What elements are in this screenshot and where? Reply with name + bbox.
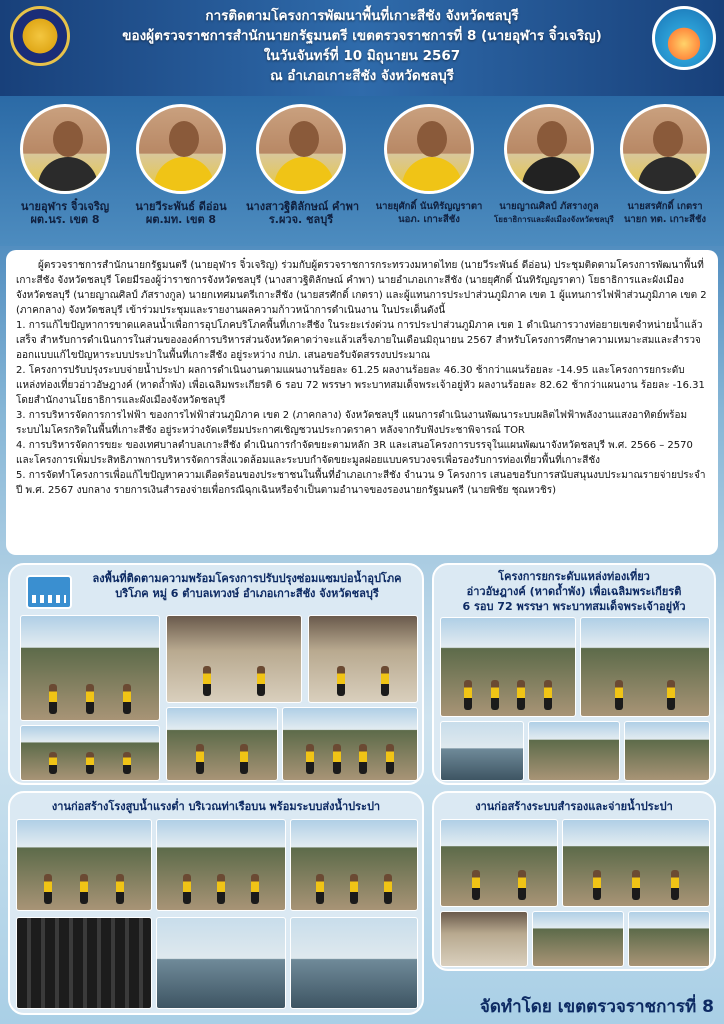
participant-name: นายอุฬาร จิ๋วเจริญ [20,200,110,213]
summary-item: 5. การจัดทำโครงการเพื่อแก้ไขปัญหาความเดือดร้อนของประชาชนในพื้นที่อำเภอเกาะสีชัง จำนวน 9 โครงการ เสนอขอรับการสนับสนุนงบประมาณรายจ่ายประจำปี พ.ศ. 2567 งบกลาง รายการเงินสำรองจ่ายเพื่อกรณีฉุกเฉินหรือจำเป็นตามอำนาจของรองนายกรัฐมนตรี (นายพิชัย ชุณหวชิร) [16,470,706,496]
header-banner [0,0,724,96]
participant-photo [504,104,594,194]
site-photo [290,819,418,911]
participant-role: โยธาธิการและผังเมืองจังหวัดชลบุรี [494,215,614,224]
panel-title: 6 รอบ 72 พรรษา พระบาทสมเด็จพระเจ้าอยู่หัว [462,600,686,613]
summary-text-box [6,250,718,555]
participant-role: ผต.มท. เขต 8 [145,213,217,226]
participant-photo [620,104,710,194]
participant-photo [384,104,474,194]
photo-panel-water-well [8,563,424,785]
participant [610,104,720,226]
panel-title: งานก่อสร้างโรงสูบน้ำแรงต่ำ บริเวณท่าเรือบน พร้อมระบบส่งน้ำประปา [51,800,381,813]
panel-title: โครงการยกระดับแหล่งท่องเที่ยว [498,570,650,583]
panel-title: อ่าวอัษฎางค์ (หาดถ้ำพัง) เพื่อเฉลิมพระเกียรติ [466,585,682,598]
participant-name: นางสาวฐิติลักษณ์ คำพา [246,200,359,213]
site-photo [440,721,524,781]
participant-name: นายวีระพันธ์ ดีอ่อน [135,200,227,213]
summary-item: 3. การบริหารจัดการการไฟฟ้า ของการไฟฟ้าส่วนภูมิภาค เขต 2 (ภาคกลาง) จังหวัดชลบุรี แผนการดำเนินงานพัฒนาระบบผลิตไฟฟ้าพลังงานแสงอาทิตย์พร้อมระบบไมโครกริดในพื้นที่เกาะสีชัง อยู่ระหว่างจัดเตรียมประกาศเชิญชวนประกวดราคา หลังจากรับฟังประชาพิจารณ์ TOR [16,410,688,436]
photo-panel-pump-station [8,791,424,1015]
site-photo [440,617,576,717]
site-photo [282,707,418,781]
summary-paragraph: ผู้ตรวจราชการสำนักนายกรัฐมนตรี (นายอุฬาร จิ๋วเจริญ) ร่วมกับผู้ตรวจราชการกระทรวงมหาดไทย (นายวีระพันธ์ ดีอ่อน) ประชุมติดตามโครงการพัฒนาพื้นที่เกาะสีชัง จังหวัดชลบุรี โดยมีรองผู้ว่าราชการจังหวัดชลบุรี (นางสาวฐิติลักษณ์ คำพา) นายอำเภอเกาะสีชัง (นายยุศักดิ์ นันทิรัญญราตา) โยธาธิการและผังเมืองจังหวัดชลบุรี (นายญาณศิลป์ ภัสรางกูล) นายกเทศมนตรีเกาะสีชัง (นายสรศักดิ์ เกตรา) และผู้แทนการประปาส่วนภูมิภาค เขต 1 ผู้แทนการไฟฟ้าส่วนภูมิภาค เขต 2 (ภาคกลาง) จังหวัดชลบุรี เข้าร่วมประชุมและรายงานผลความก้าวหน้าการดำเนินงาน ในประเด็นดังนี้ [16,260,707,316]
participant [246,104,359,226]
page-title [80,6,644,86]
participants-band [0,96,724,246]
site-photo [440,819,558,907]
site-photo [16,917,152,1009]
participant-photo [20,104,110,194]
footer-credit: จัดทำโดย เขตตรวจราชการที่ 8 [479,997,714,1017]
government-seal-logo [10,6,70,66]
site-photo [562,819,710,907]
summary-item: 2. โครงการปรับปรุงระบบจ่ายน้ำประปา ผลการดำเนินงานตามแผนงานร้อยละ 61.25 ผลงานร้อยละ 46.30 ช้ากว่าแผนร้อยละ -14.95 และโครงการยกระดับแหล่งท่องเที่ยวอ่าวอัษฎางค์ (หาดถ้ำพัง) เพื่อเฉลิมพระเกียรติ 6 รอบ 72 พรรษา พระบาทสมเด็จพระเจ้าอยู่หัว ผลงานร้อยละ 82.62 ช้ากว่าแผนงาน ร้อยละ -16.31 โดยสำนักงานโยธาธิการและผังเมืองจังหวัดชลบุรี [16,365,705,406]
site-photo [440,911,528,967]
panel-title: ลงพื้นที่ติดตามความพร้อมโครงการปรับปรุงซ่อมแซมบ่อน้ำอุปโภค [92,572,402,585]
site-photo [166,615,302,703]
site-photo [16,819,152,911]
title-line: ของผู้ตรวจราชการสำนักนายกรัฐมนตรี เขตตรวจราชการที่ 8 (นายอุฬาร จิ๋วเจริญ) [122,28,602,44]
panel-title: งานก่อสร้างระบบสำรองและจ่ายน้ำประปา [475,800,673,813]
site-photo [20,725,160,781]
site-photo [20,615,160,721]
site-photo [528,721,620,781]
water-tank-icon [26,575,72,609]
photo-panel-tourism-upgrade [432,563,716,785]
site-photo [156,917,286,1009]
participant-photo [256,104,346,194]
participant-role: ผต.นร. เขต 8 [30,213,100,226]
title-line: ณ อำเภอเกาะสีชัง จังหวัดชลบุรี [270,68,454,84]
site-photo [290,917,418,1009]
participant-name: นายญาณศิลป์ ภัสรางกูล [499,201,599,212]
site-photo [166,707,278,781]
panel-title: บริโภค หมู่ 6 ตำบลเทวงษ์ อำเภอเกาะสีชัง จังหวัดชลบุรี [115,587,379,600]
participant-name: นายสรศักดิ์ เกตรา [627,201,703,212]
participant-role: นอภ. เกาะสีชัง [398,214,460,225]
site-photo [628,911,710,967]
site-photo [308,615,418,703]
title-line: ในวันจันทร์ที่ 10 มิถุนายน 2567 [263,48,461,64]
participant-role: นายก ทต. เกาะสีชัง [623,214,707,225]
participant-photo [136,104,226,194]
summary-item: 4. การบริหารจัดการขยะ ของเทศบาลตำบลเกาะสีชัง ดำเนินการกำจัดขยะตามหลัก 3R และเสนอโครงการบรรจุในแผนพัฒนาจังหวัดชลบุรี พ.ศ. 2566 – 2570 และโครงการเพิ่มประสิทธิภาพการบริหารจัดการสิ่งแวดล้อมและระบบกำจัดขยะมูลฝอยแบบครบวงจรเพื่อรองรับการท่องเที่ยวพื้นที่เกาะสีชัง [16,440,693,466]
photo-panel-reserve-water [432,791,716,971]
participant-role: ร.ผวจ. ชลบุรี [268,213,334,226]
participant-name: นายยุศักดิ์ นันทิรัญญราตา [375,201,483,212]
site-photo [156,819,286,911]
participant [494,104,614,226]
site-photo [580,617,710,717]
participant [10,104,120,226]
summary-item: 1. การแก้ไขปัญหาการขาดแคลนน้ำเพื่อการอุปโภคบริโภคพื้นที่เกาะสีชัง ในระยะเร่งด่วน การประปาส่วนภูมิภาค เขต 1 ดำเนินการวางท่อยายเขตจำหน่ายน้ำแล้วเสร็จ สำหรับการดำเนินการในส่วนขององค์การบริหารส่วนจังหวัดคาดว่าจะแล้วเสร็จภายในเดือนมิถุนายน 2567 สำหรับโครงการศึกษาความเหมาะสมและสำรวจออกแบบแก้ไขปัญหาระบบประปาในพื้นที่เกาะสีชัง อยู่ระหว่าง กปภ. เสนอขอรับจัดสรรงบประมาณ [16,320,703,361]
ko-sichang-logo [652,6,716,70]
participant [374,104,484,226]
site-photo [532,911,624,967]
title-line: การติดตามโครงการพัฒนาพื้นที่เกาะสีชัง จังหวัดชลบุรี [205,8,519,24]
site-photo [624,721,710,781]
participant [126,104,236,226]
